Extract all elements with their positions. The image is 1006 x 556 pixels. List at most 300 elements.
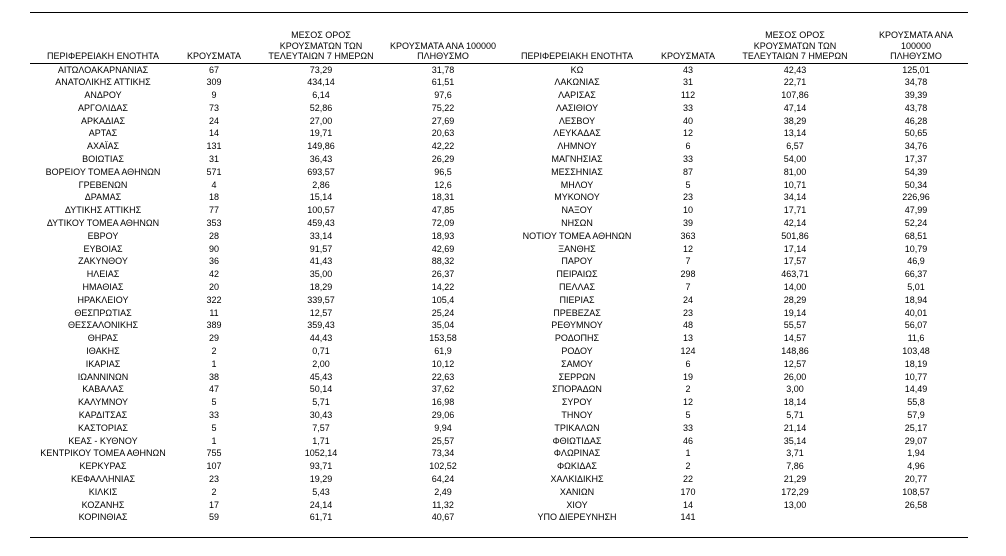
left-cases-cell: 107	[206, 461, 222, 472]
right-avg7-cell: 13,14	[783, 128, 807, 139]
left-per100k-cell: 27,69	[431, 115, 455, 126]
left-cases-cell: 33	[208, 410, 219, 421]
right-per100k-cell: 55,8	[907, 397, 925, 408]
table-row	[30, 204, 968, 217]
left-per100k-cell: 61,51	[431, 77, 455, 88]
right-region-cell: ΜΗΛΟΥ	[560, 179, 594, 190]
column-gap	[496, 345, 504, 358]
column-gap	[496, 486, 504, 499]
left-region-cell: ΘΕΣΣΑΛΟΝΙΚΗΣ	[67, 320, 139, 331]
right-cases-cell: 14	[682, 499, 693, 510]
right-per100k-cell: 34,78	[904, 77, 928, 88]
column-gap	[496, 217, 504, 230]
header-avg7: ΜΕΣΟΣ ΟΡΟΣ ΚΡΟΥΣΜΑΤΩΝ ΤΩΝ ΤΕΛΕΥΤΑΙΩΝ 7 ΗΜΕΡΩΝ	[252, 30, 390, 63]
left-avg7-cell: 35,00	[309, 269, 333, 280]
left-cases-cell: 389	[206, 320, 222, 331]
table-row	[30, 307, 968, 320]
left-per100k-cell: 2,49	[434, 486, 452, 497]
left-avg7-cell: 6,14	[312, 90, 330, 101]
right-region-cell: ΠΑΡΟΥ	[561, 256, 593, 267]
column-gap	[496, 102, 504, 115]
right-per100k-cell: 125,01	[902, 64, 930, 75]
right-region-cell: ΛΑΡΙΣΑΣ	[558, 90, 596, 101]
left-per100k-cell: 102,52	[429, 461, 457, 472]
left-avg7-cell: 44,43	[309, 333, 333, 344]
left-cases-cell: 5	[211, 397, 217, 408]
table-row	[30, 345, 968, 358]
right-per100k-cell: 66,37	[904, 269, 928, 280]
column-gap	[496, 115, 504, 128]
right-cases-cell: 1	[685, 448, 691, 459]
right-per100k-cell: 20,77	[904, 474, 928, 484]
left-cases-cell: 571	[206, 166, 222, 177]
left-per100k-cell: 20,63	[431, 128, 455, 139]
right-avg7-cell: 26,00	[783, 371, 807, 382]
header-row	[30, 30, 968, 63]
right-region-cell: ΝΗΣΩΝ	[561, 218, 593, 229]
left-per100k-cell: 18,93	[431, 230, 455, 241]
right-avg7-cell: 35,14	[783, 435, 807, 446]
left-region-cell: ΖΑΚΥΝΘΟΥ	[78, 256, 128, 267]
left-region-cell: ΚΕΑΣ - ΚΥΘΝΟΥ	[68, 435, 138, 446]
left-avg7-cell: 41,43	[309, 256, 333, 267]
column-gap	[496, 127, 504, 140]
header-cases: ΚΡΟΥΣΜΑΤΑ	[176, 30, 252, 63]
right-avg7-cell: 7,86	[786, 461, 804, 472]
right-avg7-cell: 22,71	[783, 77, 807, 88]
left-region-cell: ΔΥΤΙΚΟΥ ΤΟΜΕΑ ΑΘΗΝΩΝ	[46, 218, 160, 229]
left-region-cell: ΚΙΛΚΙΣ	[88, 486, 118, 497]
column-gap	[496, 396, 504, 409]
left-avg7-cell: 24,14	[309, 499, 333, 510]
right-per100k-cell: 29,07	[904, 435, 928, 446]
column-gap	[496, 166, 504, 179]
column-gap	[496, 422, 504, 435]
right-per100k-cell: 46,9	[907, 256, 925, 267]
table-row	[30, 383, 968, 396]
right-cases-cell: 23	[682, 307, 693, 318]
right-per100k-cell: 226,96	[902, 192, 930, 203]
right-cases-cell: 40	[682, 115, 693, 126]
right-cases-cell: 39	[682, 218, 693, 229]
table-row	[30, 473, 968, 486]
left-per100k-cell: 26,29	[431, 154, 455, 165]
column-gap	[496, 332, 504, 345]
left-cases-cell: 2	[211, 486, 217, 497]
column-gap	[496, 191, 504, 204]
column-gap	[496, 268, 504, 281]
right-cases-cell: 87	[682, 166, 693, 177]
column-gap	[496, 89, 504, 102]
right-region-cell: ΠΕΛΛΑΣ	[558, 282, 596, 293]
right-per100k-cell: 57,9	[907, 410, 925, 421]
right-cases-cell: 24	[682, 294, 693, 305]
column-gap	[496, 409, 504, 422]
right-per100k-cell: 52,24	[904, 218, 928, 229]
table-row	[30, 447, 968, 460]
column-gap	[496, 383, 504, 396]
right-region-cell: ΛΕΥΚΑΔΑΣ	[553, 128, 601, 139]
right-avg7-cell: 17,71	[783, 205, 807, 216]
right-avg7-cell: 38,29	[783, 115, 807, 126]
right-region-cell: ΛΑΣΙΘΙΟΥ	[555, 102, 599, 113]
left-region-cell: ΗΜΑΘΙΑΣ	[82, 282, 124, 293]
left-cases-cell: 4	[211, 179, 217, 190]
right-avg7-cell: 19,14	[783, 307, 807, 318]
right-avg7-cell: 21,29	[783, 474, 807, 484]
table-row	[30, 89, 968, 102]
right-avg7-cell: 21,14	[783, 422, 807, 433]
right-cases-cell: 170	[680, 486, 696, 497]
right-per100k-cell: 10,79	[904, 243, 928, 254]
right-per100k-cell: 108,57	[902, 486, 930, 497]
table-body	[30, 63, 968, 524]
right-per100k-cell: 18,19	[904, 358, 928, 369]
right-region-cell: ΜΥΚΟΝΟΥ	[554, 192, 600, 203]
left-cases-cell: 24	[208, 115, 219, 126]
left-region-cell: ΑΙΤΩΛΟΑΚΑΡΝΑΝΙΑΣ	[57, 64, 149, 75]
right-region-cell: ΛΕΣΒΟΥ	[558, 115, 596, 126]
column-gap	[496, 63, 504, 76]
right-region-cell: ΝΑΞΟΥ	[561, 205, 593, 216]
right-avg7-cell: 12,57	[783, 358, 807, 369]
table-row	[30, 63, 968, 76]
right-avg7-cell: 42,43	[783, 64, 807, 75]
left-avg7-cell: 36,43	[309, 154, 333, 165]
right-cases-cell: 33	[682, 154, 693, 165]
right-avg7-cell: 463,71	[781, 269, 809, 280]
table-row	[30, 191, 968, 204]
right-cases-cell: 13	[682, 333, 693, 344]
left-cases-cell: 309	[206, 77, 222, 88]
left-region-cell: ΚΑΣΤΟΡΙΑΣ	[78, 422, 128, 433]
left-cases-cell: 20	[208, 282, 219, 293]
right-region-cell: ΚΩ	[570, 64, 584, 75]
right-cases-cell: 23	[682, 192, 693, 203]
left-cases-cell: 67	[208, 64, 219, 75]
right-per100k-cell: 50,34	[904, 179, 928, 190]
right-per100k-cell: 18,94	[904, 294, 928, 305]
right-avg7-cell: 81,00	[783, 166, 807, 177]
table-row	[30, 127, 968, 140]
left-per100k-cell: 10,12	[431, 358, 455, 369]
column-gap	[496, 230, 504, 243]
right-avg7-cell: 18,14	[783, 397, 807, 408]
right-region-cell: ΣΑΜΟΥ	[561, 358, 593, 369]
left-region-cell: ΚΕΦΑΛΛΗΝΙΑΣ	[70, 474, 136, 484]
left-region-cell: ΒΟΡΕΙΟΥ ΤΟΜΕΑ ΑΘΗΝΩΝ	[45, 166, 161, 177]
left-region-cell: ΙΩΑΝΝΙΝΩΝ	[77, 371, 129, 382]
left-cases-cell: 131	[206, 141, 222, 152]
right-avg7-cell: 172,29	[781, 486, 809, 497]
left-region-cell: ΑΧΑΪΑΣ	[86, 141, 120, 152]
left-per100k-cell: 97,6	[434, 90, 452, 101]
right-cases-cell: 12	[682, 128, 693, 139]
left-cases-cell: 77	[208, 205, 219, 216]
left-region-cell: ΚΑΡΔΙΤΣΑΣ	[78, 410, 128, 421]
column-gap	[496, 499, 504, 512]
right-avg7-cell: 14,57	[783, 333, 807, 344]
cases-by-region-table	[30, 30, 968, 524]
right-avg7-cell: 34,14	[783, 192, 807, 203]
right-cases-cell: 33	[682, 422, 693, 433]
table-row	[30, 422, 968, 435]
table-row	[30, 243, 968, 256]
right-cases-cell: 12	[682, 243, 693, 254]
table-row	[30, 409, 968, 422]
right-avg7-cell: 17,14	[783, 243, 807, 254]
column-gap	[496, 319, 504, 332]
left-avg7-cell: 100,57	[307, 205, 335, 216]
right-avg7-cell: 107,86	[781, 90, 809, 101]
left-region-cell: ΚΟΡΙΝΘΙΑΣ	[78, 512, 128, 523]
left-region-cell: ΔΡΑΜΑΣ	[84, 192, 122, 203]
left-avg7-cell: 2,00	[312, 358, 330, 369]
right-per100k-cell: 46,28	[904, 115, 928, 126]
left-region-cell: ΚΕΝΤΡΙΚΟΥ ΤΟΜΕΑ ΑΘΗΝΩΝ	[40, 448, 166, 459]
left-cases-cell: 11	[209, 307, 219, 318]
left-per100k-cell: 31,78	[431, 64, 455, 75]
top-rule	[30, 12, 968, 13]
left-per100k-cell: 9,94	[434, 422, 452, 433]
right-avg7-cell: 47,14	[783, 102, 807, 113]
left-region-cell: ΚΑΒΑΛΑΣ	[82, 384, 124, 395]
left-cases-cell: 31	[208, 154, 219, 165]
left-avg7-cell: 73,29	[309, 64, 333, 75]
right-per100k-cell: 54,39	[904, 166, 928, 177]
left-cases-cell: 322	[206, 294, 222, 305]
right-avg7-cell: 17,57	[783, 256, 807, 267]
left-per100k-cell: 72,09	[431, 218, 455, 229]
left-avg7-cell: 1052,14	[304, 448, 338, 459]
left-avg7-cell: 459,43	[307, 218, 335, 229]
left-region-cell: ΑΝΔΡΟΥ	[84, 90, 122, 101]
bottom-rule	[30, 537, 968, 538]
right-cases-cell: 2	[685, 384, 691, 395]
left-avg7-cell: 1,71	[312, 435, 330, 446]
column-gap	[496, 435, 504, 448]
table-row	[30, 332, 968, 345]
left-cases-cell: 23	[208, 474, 219, 484]
left-per100k-cell: 105,4	[431, 294, 455, 305]
left-region-cell: ΓΡΕΒΕΝΩΝ	[78, 179, 128, 190]
left-region-cell: ΚΟΖΑΝΗΣ	[81, 499, 125, 510]
table-row	[30, 499, 968, 512]
left-cases-cell: 14	[208, 128, 219, 139]
left-per100k-cell: 11,32	[432, 499, 454, 510]
left-per100k-cell: 64,24	[431, 474, 455, 484]
left-avg7-cell: 434,14	[307, 77, 335, 88]
right-cases-cell: 46	[682, 435, 693, 446]
left-avg7-cell: 359,43	[307, 320, 335, 331]
left-avg7-cell: 18,29	[309, 282, 333, 293]
left-cases-cell: 1	[211, 358, 217, 369]
right-region-cell: ΠΡΕΒΕΖΑΣ	[553, 307, 601, 318]
left-per100k-cell: 75,22	[431, 102, 455, 113]
right-cases-cell: 7	[685, 282, 691, 293]
left-region-cell: ΘΗΡΑΣ	[87, 333, 119, 344]
left-avg7-cell: 27,00	[309, 115, 333, 126]
right-per100k-cell: 103,48	[902, 346, 930, 357]
left-per100k-cell: 26,37	[431, 269, 455, 280]
left-avg7-cell: 15,14	[309, 192, 333, 203]
table-row	[30, 511, 968, 524]
left-cases-cell: 18	[208, 192, 219, 203]
left-per100k-cell: 73,34	[431, 448, 455, 459]
right-avg7-cell: 55,57	[783, 320, 807, 331]
column-gap	[496, 307, 504, 320]
left-avg7-cell: 45,43	[309, 371, 333, 382]
header-region: ΠΕΡΙΦΕΡΕΙΑΚΗ ΕΝΟΤΗΤΑ	[30, 30, 176, 63]
right-region-cell: ΣΕΡΡΩΝ	[558, 371, 596, 382]
right-region-cell: ΜΕΣΣΗΝΙΑΣ	[551, 166, 603, 177]
left-per100k-cell: 35,04	[431, 320, 455, 331]
left-region-cell: ΙΚΑΡΙΑΣ	[85, 358, 121, 369]
right-avg7-cell: 6,57	[786, 141, 804, 152]
right-region-cell: ΥΠΟ ΔΙΕΡΕΥΝΗΣΗ	[537, 512, 617, 523]
left-cases-cell: 2	[211, 346, 217, 357]
right-avg7-cell: 28,29	[783, 294, 807, 305]
column-gap	[496, 447, 504, 460]
right-region-cell: ΤΗΝΟΥ	[561, 410, 593, 421]
table-row	[30, 102, 968, 115]
right-avg7-cell: 148,86	[781, 346, 809, 357]
right-region-cell: ΜΑΓΝΗΣΙΑΣ	[551, 154, 603, 165]
left-avg7-cell: 61,71	[309, 512, 333, 523]
right-region-cell: ΡΕΘΥΜΝΟΥ	[551, 320, 603, 331]
left-per100k-cell: 16,98	[431, 397, 455, 408]
left-cases-cell: 59	[208, 512, 219, 523]
left-per100k-cell: 29,06	[431, 410, 455, 421]
table-row	[30, 319, 968, 332]
left-avg7-cell: 50,14	[309, 384, 333, 395]
left-avg7-cell: 19,29	[309, 474, 333, 484]
right-region-cell: ΣΠΟΡΑΔΩΝ	[552, 384, 602, 395]
left-avg7-cell: 19,71	[309, 128, 333, 139]
table-row	[30, 217, 968, 230]
right-cases-cell: 7	[685, 256, 691, 267]
right-cases-cell: 31	[682, 77, 693, 88]
right-cases-cell: 5	[685, 179, 691, 190]
left-cases-cell: 90	[208, 243, 219, 254]
right-cases-cell: 298	[680, 269, 696, 280]
column-gap	[496, 281, 504, 294]
right-per100k-cell: 26,58	[904, 499, 928, 510]
column-gap	[496, 179, 504, 192]
right-cases-cell: 12	[682, 397, 693, 408]
left-avg7-cell: 12,57	[309, 307, 333, 318]
column-gap	[496, 243, 504, 256]
left-per100k-cell: 25,57	[431, 435, 455, 446]
right-avg7-cell: 3,71	[786, 448, 804, 459]
left-avg7-cell: 91,57	[309, 243, 333, 254]
right-per100k-cell: 47,99	[904, 205, 928, 216]
column-gap	[496, 204, 504, 217]
column-gap	[496, 153, 504, 166]
right-per100k-cell: 14,49	[904, 384, 928, 395]
table-row	[30, 179, 968, 192]
left-region-cell: ΗΡΑΚΛΕΙΟΥ	[77, 294, 129, 305]
table-row	[30, 358, 968, 371]
left-avg7-cell: 7,57	[312, 422, 330, 433]
column-gap	[496, 358, 504, 371]
right-per100k-cell: 4,96	[907, 461, 925, 472]
right-region-cell: ΝΟΤΙΟΥ ΤΟΜΕΑ ΑΘΗΝΩΝ	[522, 230, 632, 241]
left-region-cell: ΚΕΡΚΥΡΑΣ	[79, 461, 127, 472]
right-per100k-cell: 39,39	[904, 90, 928, 101]
table-row	[30, 486, 968, 499]
left-per100k-cell: 96,5	[434, 166, 452, 177]
right-avg7-cell: 54,00	[783, 154, 807, 165]
left-per100k-cell: 153,58	[429, 333, 457, 344]
left-cases-cell: 38	[208, 371, 219, 382]
right-cases-cell: 10	[682, 205, 693, 216]
right-region-cell: ΛΗΜΝΟΥ	[557, 141, 597, 152]
right-region-cell: ΦΘΙΩΤΙΔΑΣ	[552, 435, 602, 446]
column-gap	[496, 255, 504, 268]
right-per100k-cell: 11,6	[907, 333, 925, 344]
table-row	[30, 460, 968, 473]
right-avg7-cell: 3,00	[786, 384, 804, 395]
left-avg7-cell: 0,71	[312, 346, 330, 357]
header-per100k: ΚΡΟΥΣΜΑΤΑ ΑΝΑ 100000 ΠΛΗΘΥΣΜΟ	[864, 30, 968, 63]
left-region-cell: ΒΟΙΩΤΙΑΣ	[82, 154, 124, 165]
table-row	[30, 396, 968, 409]
header-per100k: ΚΡΟΥΣΜΑΤΑ ΑΝΑ 100000 ΠΛΗΘΥΣΜΟ	[390, 30, 496, 63]
right-avg7-cell: 13,00	[783, 499, 807, 510]
header-region: ΠΕΡΙΦΕΡΕΙΑΚΗ ΕΝΟΤΗΤΑ	[504, 30, 650, 63]
right-cases-cell: 6	[685, 358, 691, 369]
right-region-cell: ΧΙΟΥ	[566, 499, 588, 510]
left-avg7-cell: 33,14	[309, 230, 333, 241]
right-cases-cell: 6	[685, 141, 691, 152]
table-row	[30, 230, 968, 243]
table-row	[30, 294, 968, 307]
left-per100k-cell: 12,6	[434, 179, 452, 190]
right-region-cell: ΦΛΩΡΙΝΑΣ	[553, 448, 601, 459]
left-avg7-cell: 2,86	[312, 179, 330, 190]
left-avg7-cell: 5,71	[312, 397, 330, 408]
table-row	[30, 153, 968, 166]
left-region-cell: ΗΛΕΙΑΣ	[86, 269, 120, 280]
right-region-cell: ΡΟΔΟΥ	[561, 346, 593, 357]
right-region-cell: ΡΟΔΟΠΗΣ	[554, 333, 600, 344]
table-row	[30, 115, 968, 128]
right-cases-cell: 5	[685, 410, 691, 421]
left-cases-cell: 73	[208, 102, 219, 113]
left-cases-cell: 28	[208, 230, 219, 241]
left-cases-cell: 42	[208, 269, 219, 280]
header-gap	[496, 30, 504, 63]
left-cases-cell: 17	[208, 499, 219, 510]
left-cases-cell: 755	[206, 448, 222, 459]
right-per100k-cell: 17,37	[904, 154, 928, 165]
left-per100k-cell: 37,62	[431, 384, 455, 395]
right-region-cell: ΧΑΛΚΙΔΙΚΗΣ	[550, 474, 604, 484]
right-region-cell: ΠΕΙΡΑΙΩΣ	[556, 269, 598, 280]
left-cases-cell: 5	[211, 422, 217, 433]
left-avg7-cell: 339,57	[307, 294, 335, 305]
left-region-cell: ΑΡΓΟΛΙΔΑΣ	[78, 102, 128, 113]
left-avg7-cell: 149,86	[307, 141, 335, 152]
right-cases-cell: 112	[680, 90, 696, 101]
right-per100k-cell: 50,65	[904, 128, 928, 139]
right-region-cell: ΛΑΚΩΝΙΑΣ	[554, 77, 600, 88]
column-gap	[496, 76, 504, 89]
table-row	[30, 140, 968, 153]
right-avg7-cell: 14,00	[783, 282, 807, 293]
table-row	[30, 281, 968, 294]
